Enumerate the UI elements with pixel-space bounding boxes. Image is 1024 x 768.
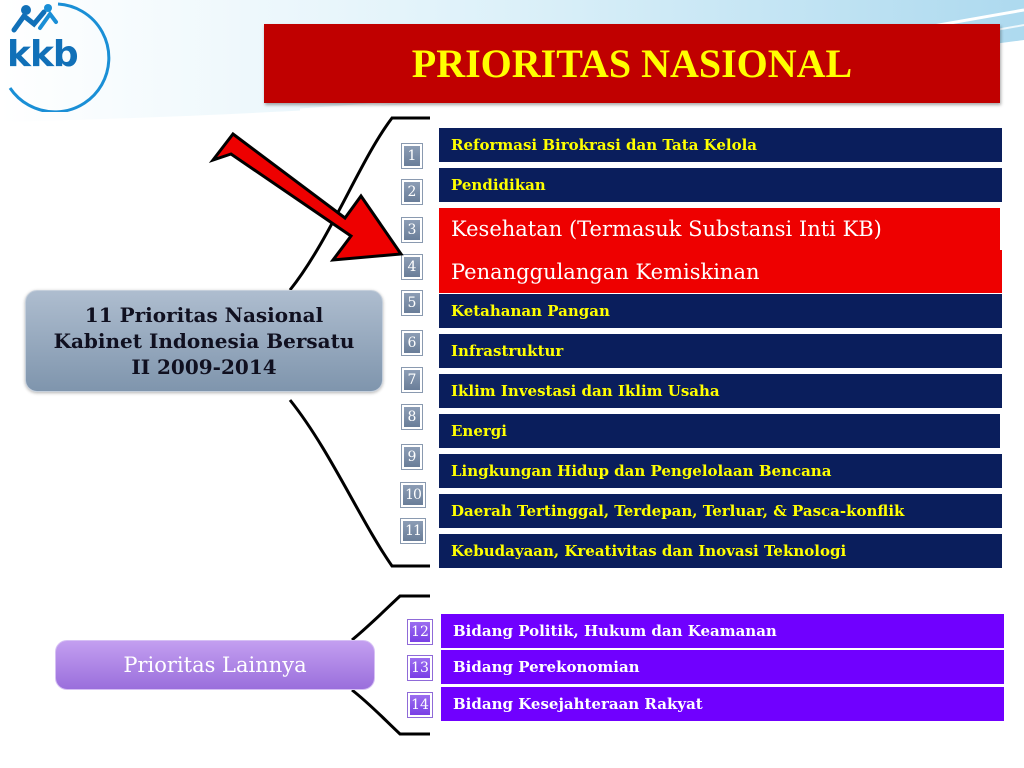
other-number: 14 (408, 693, 432, 717)
priority-bar (439, 414, 1000, 448)
priority-bar (439, 454, 1002, 488)
priority-number: 3 (402, 218, 422, 242)
priority-number: 5 (402, 291, 422, 315)
priority-number: 8 (402, 405, 422, 429)
priority-label: Infrastruktur (451, 342, 564, 360)
priority-label: Reformasi Birokrasi dan Tata Kelola (451, 136, 758, 154)
other-priorities-label: Prioritas Lainnya (123, 653, 307, 677)
priority-bar (439, 168, 1002, 202)
title-banner (264, 24, 1000, 103)
priority-number: 1 (402, 144, 422, 168)
other-number: 12 (408, 620, 432, 644)
priority-bar (439, 294, 1002, 328)
other-priorities-box (55, 640, 375, 690)
other-label: Bidang Politik, Hukum dan Keamanan (453, 622, 777, 640)
priority-number: 11 (401, 519, 425, 543)
priority-bar (439, 374, 1002, 408)
priority-label: Lingkungan Hidup dan Pengelolaan Bencana (451, 462, 832, 480)
priority-number: 6 (402, 331, 422, 355)
priority-bar (439, 334, 1002, 368)
priority-label: Ketahanan Pangan (451, 302, 610, 320)
priority-label: Daerah Tertinggal, Terdepan, Terluar, & Pasca-konflik (451, 502, 905, 520)
priority-bar-highlighted (439, 208, 1000, 250)
priority-label: Energi (451, 422, 507, 440)
other-bar (441, 650, 1004, 684)
priority-number: 9 (402, 445, 422, 469)
priority-label: Penanggulangan Kemiskinan (451, 259, 760, 284)
main-priorities-box (25, 290, 383, 392)
priority-bar-highlighted (439, 250, 1002, 293)
main-priorities-label: 11 Prioritas Nasional Kabinet Indonesia Bersatu II 2009-2014 (53, 303, 355, 379)
priority-label: Iklim Investasi dan Iklim Usaha (451, 382, 720, 400)
priority-number: 2 (402, 180, 422, 204)
priority-number: 10 (401, 483, 425, 507)
logo-text: kkb (7, 34, 78, 75)
priority-bar (439, 494, 1002, 528)
other-label: Bidang Perekonomian (453, 658, 640, 676)
priority-number: 7 (402, 368, 422, 392)
page-title: PRIORITAS NASIONAL (411, 41, 853, 86)
priority-label: Kesehatan (Termasuk Substansi Inti KB) (451, 217, 882, 241)
priority-label: Kebudayaan, Kreativitas dan Inovasi Teknologi (451, 542, 847, 560)
other-label: Bidang Kesejahteraan Rakyat (453, 695, 703, 713)
priority-bar (439, 128, 1002, 162)
other-bar (441, 614, 1004, 648)
other-number: 13 (408, 656, 432, 680)
other-bar (441, 687, 1004, 721)
priority-number: 4 (402, 255, 422, 279)
priority-bar (439, 534, 1002, 568)
highlight-arrow-icon (205, 130, 405, 270)
priority-label: Pendidikan (451, 176, 546, 194)
